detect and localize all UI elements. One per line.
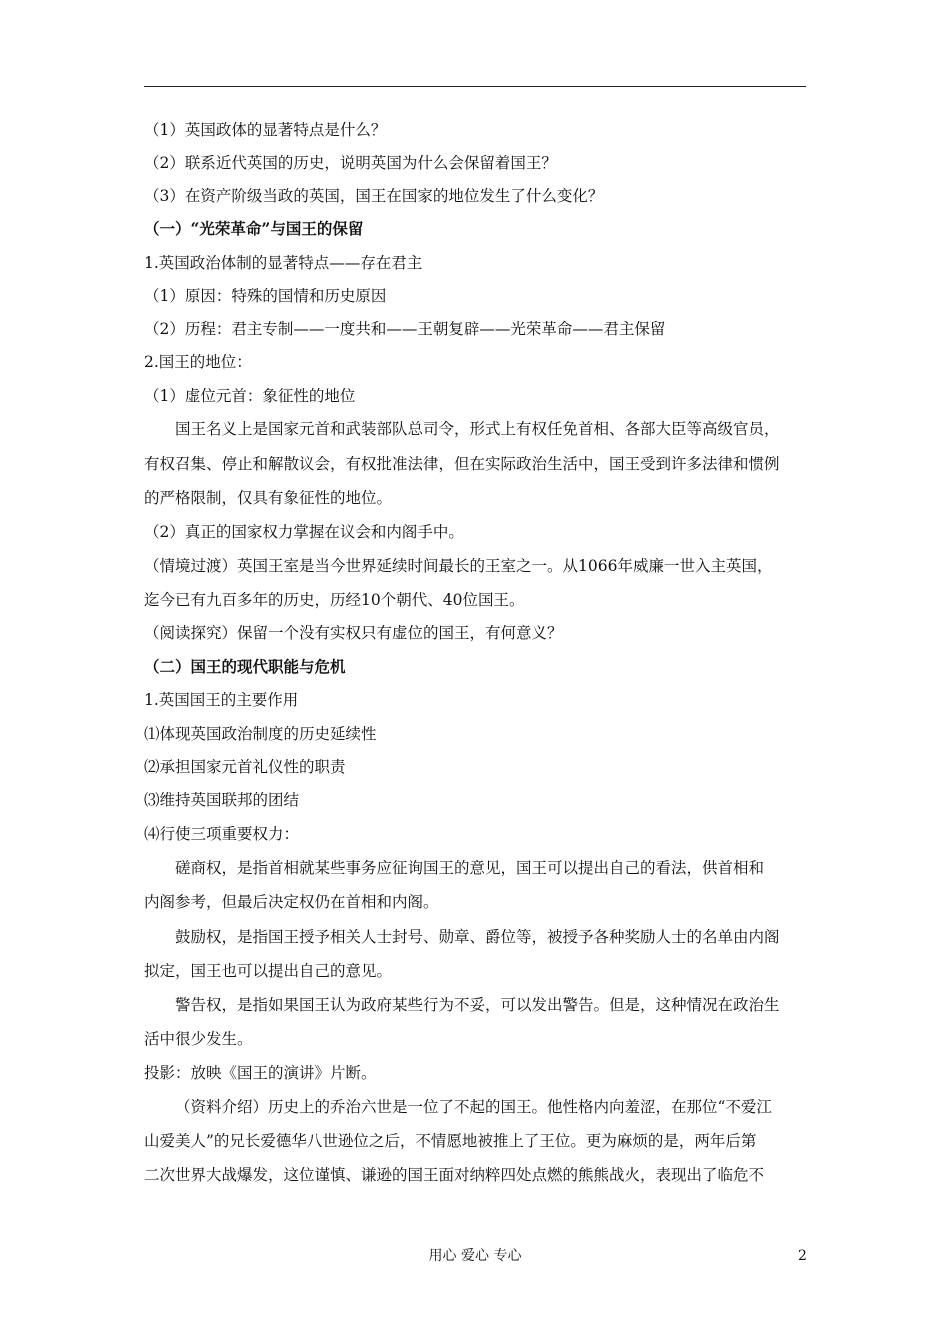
text-line: 鼓励权，是指国王授予相关人士封号、勋章、爵位等，被授予各种奖励人士的名单由内阁 (175, 928, 780, 946)
text-line: 磋商权，是指首相就某些事务应征询国王的意见，国王可以提出自己的看法，供首相和 (175, 859, 765, 877)
text-line: 投影：放映《国王的演讲》片断。 (144, 1064, 377, 1082)
text-line: 2.国王的地位： (144, 353, 252, 371)
text-line: 二次世界大战爆发，这位谨慎、谦逊的国王面对纳粹四处点燃的熊熊战火，表现出了临危不 (144, 1166, 765, 1184)
text-line: ⑶维持英国联邦的团结 (144, 791, 300, 809)
text-line: 国王名义上是国家元首和武装部队总司令，形式上有权任免首相、各部大臣等高级官员， (175, 420, 780, 438)
text-line: （资料介绍）历史上的乔治六世是一位了不起的国王。他性格内向羞涩，在那位“不爱江 (175, 1098, 772, 1116)
text-line: 有权召集、停止和解散议会，有权批准法律，但在实际政治生活中，国王受到许多法律和惯例 (144, 455, 780, 473)
text-line: 活中很少发生。 (144, 1030, 253, 1048)
text-line: （1）原因：特殊的国情和历史原因 (144, 287, 387, 305)
text-line: （2）历程：君主专制——一度共和——王朝复辟——光荣革命——君主保留 (144, 320, 666, 338)
text-line: （3）在资产阶级当政的英国，国王在国家的地位发生了什么变化？ (144, 187, 604, 205)
section-heading: （二）国王的现代职能与危机 (144, 657, 346, 676)
footer-motto: 用心 爱心 专心 (428, 1248, 522, 1264)
text-line: （2）真正的国家权力掌握在议会和内阁手中。 (144, 523, 464, 541)
header-rule (144, 86, 806, 87)
text-line: 1.英国国王的主要作用 (144, 691, 299, 709)
text-line: 警告权，是指如果国王认为政府某些行为不妥，可以发出警告。但是，这种情况在政治生 (175, 996, 780, 1014)
text-line: 内阁参考，但最后决定权仍在首相和内阁。 (144, 893, 439, 911)
page-number: 2 (798, 1248, 807, 1264)
text-line: （1）英国政体的显著特点是什么？ (144, 121, 387, 139)
text-line: 1.英国政治体制的显著特点——存在君主 (144, 254, 423, 272)
text-line: ⑷行使三项重要权力： (144, 825, 300, 843)
text-line: （1）虚位元首：象征性的地位 (144, 387, 356, 405)
text-line: ⑴体现英国政治制度的历史延续性 (144, 725, 377, 743)
text-line: 迄今已有九百多年的历史，历经10个朝代、40位国王。 (144, 591, 525, 609)
text-line: 拟定，国王也可以提出自己的意见。 (144, 962, 393, 980)
text-line: （阅读探究）保留一个没有实权只有虚位的国王，有何意义？ (144, 624, 563, 642)
text-line: （2）联系近代英国的历史，说明英国为什么会保留着国王？ (144, 154, 557, 172)
text-line: （情境过渡）英国王室是当今世界延续时间最长的王室之一。从1066年威廉一世入主英国， (144, 557, 773, 575)
text-line: ⑵承担国家元首礼仪性的职责 (144, 758, 346, 776)
text-line: 山爱美人”的兄长爱德华八世逊位之后，不情愿地被推上了王位。更为麻烦的是，两年后第 (144, 1132, 757, 1150)
text-line: 的严格限制，仅具有象征性的地位。 (144, 489, 393, 507)
section-heading: （一）“光荣革命”与国王的保留 (144, 219, 364, 238)
